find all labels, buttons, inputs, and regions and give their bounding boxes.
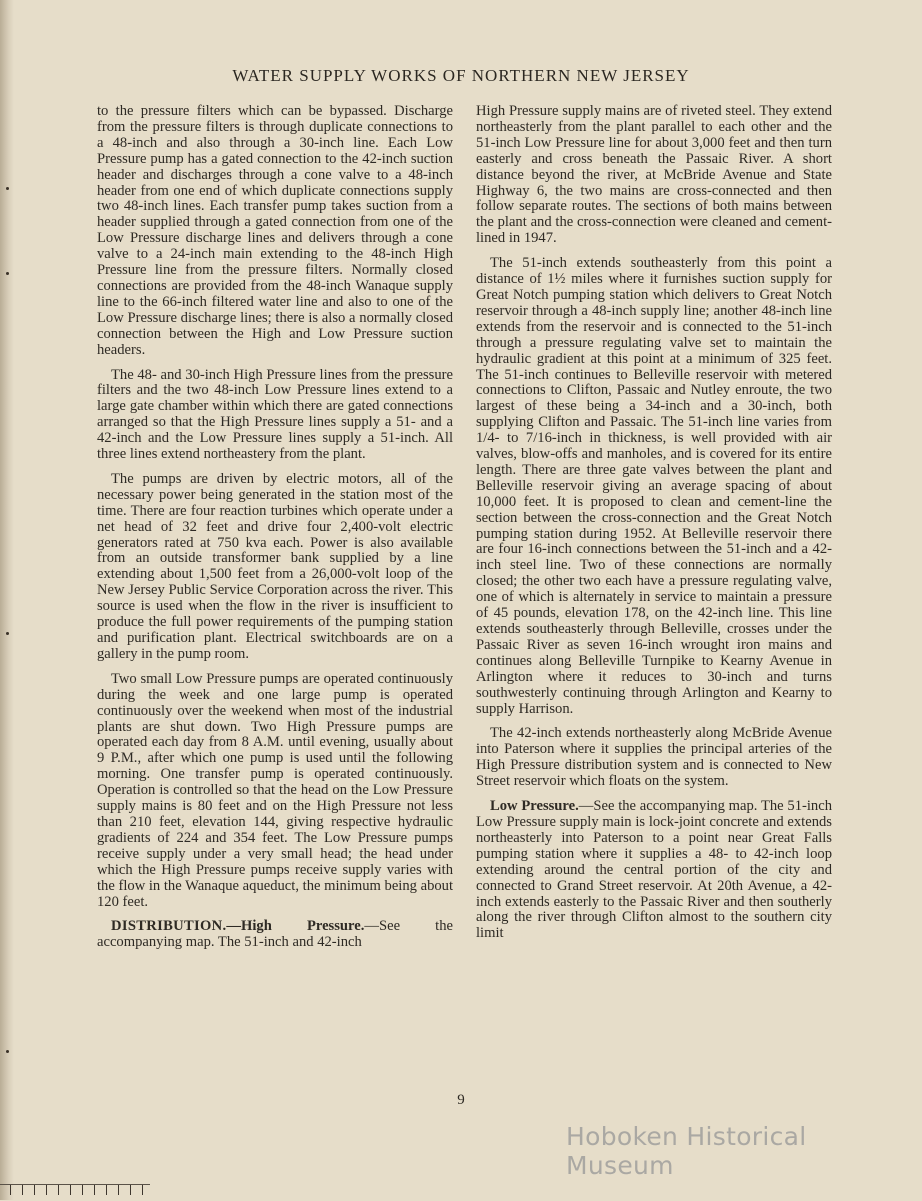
low-pressure-paragraph	[476, 799, 832, 942]
binding-hole	[6, 272, 9, 275]
left-column	[97, 104, 453, 960]
right-paragraph-3: The 42-inch extends northeasterly along McBride Avenue into Paterson where it supplies the principal arteries of the High Pressure distribution system and is connected to New Street reservoir which floats on the system.	[476, 725, 832, 790]
left-paragraph-3: The pumps are driven by electric motors, all of the necessary power being generated in the station most of the time. There are four reaction turbines which operate under a net head of 32 feet and drive four 2,400-volt electric generators rated at 750 kva each. Power is also available from an outside transformer bank supplied by a line extending about 1,500 feet from a 26,000-volt loop of the New Jersey Public Service Corporation across the river. This source is used when the flow in the river is insufficient to produce the full power requirements of the pumping station and purification plant. Electrical switchboards are on a gallery in the pump room.	[97, 470, 453, 662]
museum-watermark: Hoboken Historical Museum	[566, 1122, 807, 1180]
left-paragraph-1: to the pressure filters which can be bypassed. Discharge from the pressure filters is through duplicate connections to a 48-inch and also through a 30-inch line. Each Low Pressure pump has a gated connection to the 42-inch suction header and discharges through a cone valve to a 48-inch header from one end of which duplicate connections supply two 48-inch lines. Each transfer pump takes suction from a header supplied through a gated connection from one of the Low Pressure discharge lines and delivers through a cone valve to a 24-inch main extending to the 48-inch High Pressure line from the pressure filters. Normally closed connections are provided from the 48-inch Wanaque supply line to the 66-inch filtered water line and also to one of the Low Pressure discharge lines; there is also a normally closed connection between the High and Low Pressure suction headers.	[97, 103, 453, 358]
left-paragraph-2: The 48- and 30-inch High Pressure lines from the pressure filters and the two 48-inch Low Pressure lines extend to a large gate chamber within which there are gated connections arranged so that the High Pressure lines supply a 51- and a 42-inch and the Low Pressure lines supply a 51-inch. All three lines extend northeastery from the plant.	[97, 366, 453, 463]
page-edge	[0, 0, 14, 1200]
distribution-text: —See the accompanying map. The 51-inch and 42-inch	[97, 918, 453, 951]
high-pressure-subheading: —High Pressure.	[226, 918, 365, 935]
binding-hole	[6, 187, 9, 190]
scan-ruler	[0, 1184, 150, 1201]
left-paragraph-4: Two small Low Pressure pumps are operated continuously during the week and one large pump is operated continuously over the weekend when most of the industrial plants are shut down. Two High Pressure pumps are operated each day from 8 A.M. until evening, usually about 9 P.M., after which one pump is used until the following morning. One transfer pump is operated continuously. Operation is controlled so that the head on the Low Pressure supply mains is 80 feet and on the High Pressure not less than 210 feet, elevation 144, giving respective hydraulic gradients of 224 and 354 feet. The Low Pressure pumps receive supply under a very small head; the head under which the High Pressure pumps receive supply varies with the flow in the Wanaque aqueduct, the minimum being about 120 feet.	[97, 670, 454, 910]
right-paragraph-1: High Pressure supply mains are of riveted steel. They extend northeasterly from the plant parallel to each other and the 51-inch Low Pressure line for about 3,000 feet and then turn easterly and cross beneath the Passaic River. A short distance beyond the river, at McBride Avenue and State Highway 6, the two mains are cross-connected and then follow separate routes. The sections of both mains between the plant and the cross-connection were cleaned and cement-lined in 1947.	[476, 103, 832, 247]
page-number: 9	[457, 1092, 465, 1108]
binding-hole	[6, 1050, 9, 1053]
running-head: WATER SUPPLY WORKS OF NORTHERN NEW JERSEY	[232, 66, 690, 85]
right-paragraph-2: The 51-inch extends southeasterly from this point a distance of 1½ miles where it furnishes suction supply for Great Notch pumping station which delivers to Great Notch reservoir through a 48-inch supply line; another 48-inch line extends from the reservoir and is connected to the 51-inch through a pressure regulating valve set to maintain the hydraulic gradient at this point at a minimum of 325 feet. The 51-inch continues to Belleville reservoir with metered connections to Clifton, Passaic and Nutley enroute, the two largest of these being a 34-inch and a 30-inch, both supplying Clifton and Passaic. The 51-inch line varies from 1/4- to 7/16-inch in thickness, is well provided with air valves, blow-offs and manholes, and is covered for its entire length. There are three gate valves between the plant and Belleville reservoir giving an average spacing of about 10,000 feet. It is proposed to clean and cement-line the section between the cross-connection and the Great Notch pumping station during 1952. At Belleville reservoir there are four 16-inch connections between the 51-inch and a 42-inch steel line. Two of these connections are normally closed; the other two each have a pressure regulating valve, one of which is alternately in service to maintain a pressure of 45 pounds, elevation 178, on the 42-inch line. This line extends southeasterly through Belleville, crosses under the Passaic River as seven 16-inch wrought iron mains and continues along Belleville Turnpike to Kearny Avenue in Arlington where it reduces to 30-inch and turns southwesterly continuing through Arlington and Kearny to supply Harrison.	[476, 255, 832, 717]
right-column	[476, 104, 832, 951]
low-pressure-heading: Low Pressure.	[490, 798, 579, 815]
low-pressure-text: —See the accompanying map. The 51-inch Low Pressure supply main is lock-joint concrete and extends northeasterly into Paterson to a point near Great Falls pumping station where it supplies a 48- to 42-inch loop extending around the central portion of the city and connected to Grand Street reservoir. At 20th Avenue, a 42-inch extends easterly to the Passaic River and then southerly along the river through Clifton almost to the southern city limit	[476, 798, 832, 942]
distribution-heading: DISTRIBUTION.	[111, 918, 227, 935]
distribution-paragraph	[97, 919, 453, 951]
binding-hole	[6, 632, 9, 635]
